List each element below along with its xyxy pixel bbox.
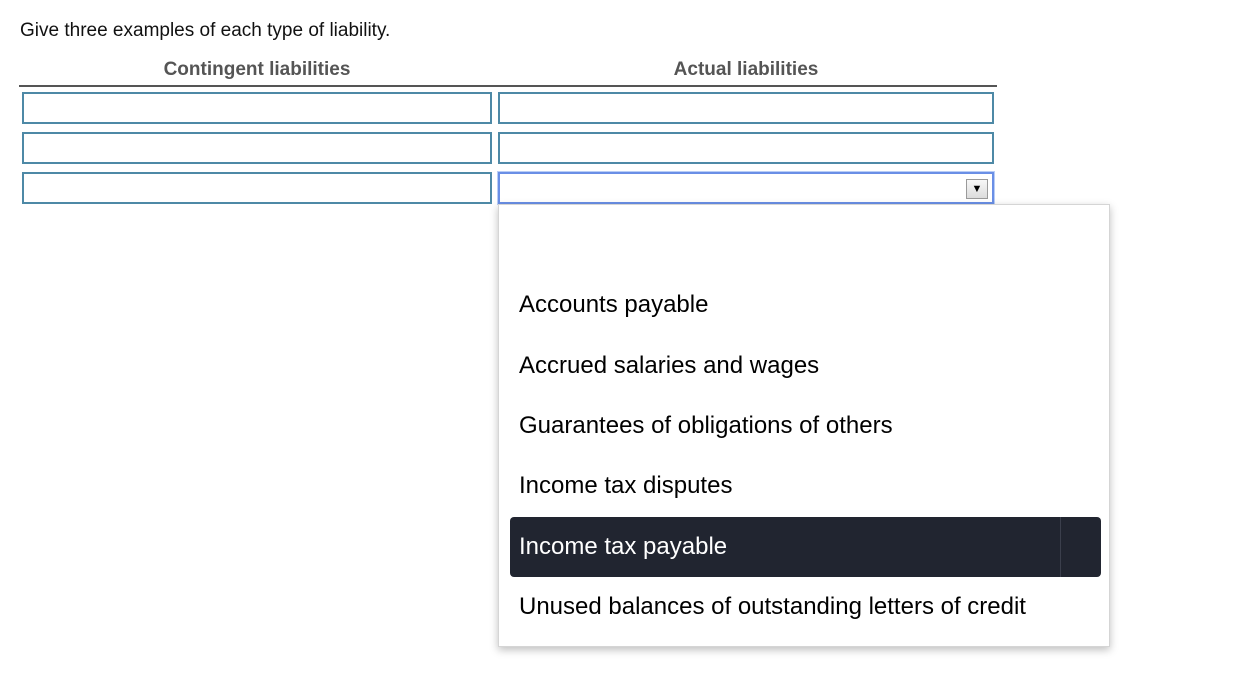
- actual-liability-field-1[interactable]: [498, 92, 994, 124]
- contingent-liability-field-1[interactable]: [22, 92, 492, 124]
- dropdown-option-guarantees-obligations[interactable]: Guarantees of obligations of others: [519, 412, 893, 439]
- dropdown-option-accounts-payable[interactable]: Accounts payable: [519, 291, 709, 318]
- question-prompt: Give three examples of each type of liability.: [20, 20, 391, 41]
- header-divider: [19, 85, 997, 87]
- contingent-liability-field-3[interactable]: [22, 172, 492, 204]
- dropdown-menu: [498, 204, 1110, 647]
- dropdown-option-income-tax-payable[interactable]: [510, 517, 1101, 577]
- actual-liabilities-header: Actual liabilities: [673, 59, 819, 80]
- actual-liability-field-2[interactable]: [498, 132, 994, 164]
- dropdown-option-label: Income tax payable: [519, 533, 728, 560]
- dropdown-option-accrued-salaries-wages[interactable]: Accrued salaries and wages: [519, 352, 820, 379]
- dropdown-arrow-icon[interactable]: ▼: [966, 179, 988, 199]
- dropdown-option-income-tax-disputes[interactable]: Income tax disputes: [519, 472, 733, 499]
- actual-liability-select-3[interactable]: [498, 172, 994, 204]
- dropdown-option-unused-letters-of-credit[interactable]: Unused balances of outstanding letters of credit: [519, 593, 1026, 620]
- option-divider: [1060, 517, 1061, 577]
- contingent-liability-field-2[interactable]: [22, 132, 492, 164]
- contingent-liabilities-header: Contingent liabilities: [163, 59, 351, 80]
- dropdown-option-blank[interactable]: [510, 217, 1101, 277]
